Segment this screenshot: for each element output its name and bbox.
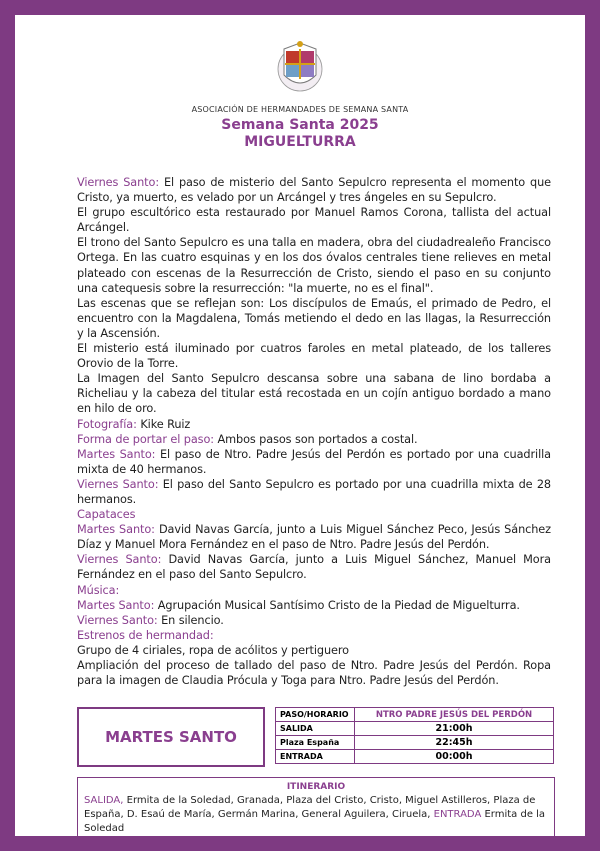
text-forma-martes: El paso de Ntro. Padre Jesús del Perdón es portado por una cuadrilla mixta de 40 hermanos. [77, 447, 551, 476]
paragraph-estreno-1: Grupo de 4 ciriales, ropa de acólitos y pertiguero [77, 643, 349, 657]
paragraph-forma-martes [77, 447, 551, 477]
itinerary-box [77, 777, 555, 841]
heading-musica [77, 583, 551, 598]
text-forma: Ambos pasos son portados a costal. [217, 432, 418, 446]
paragraph-trono: El trono del Santo Sepulcro es una talla en madera, obra del ciudadrealeño Francisco Ortega. En las cuatro esquinas y en los dos óvalos centrales tiene relieves en metal plateado con escenas de la Resurrección de Cristo, siendo el paso en su conjunto una catequesis sobre la resurrección: "la muerte, no es el final". [77, 236, 551, 295]
paragraph-misterio: El misterio está iluminado por cuatros faroles en metal plateado, de los talleres Orovio de la Torre. [77, 342, 551, 371]
main-text [77, 175, 551, 688]
itinerary-title: ITINERARIO [286, 782, 346, 792]
schedule-row-time: 00:00h [355, 750, 554, 764]
text-fotografia: Kike Ruiz [140, 417, 191, 431]
day-title: MARTES SANTO [105, 728, 237, 746]
label-viernes: Viernes Santo: [77, 176, 160, 189]
schedule-row [276, 750, 554, 764]
label-viernes: Viernes Santo: [77, 553, 162, 567]
label-martes: Martes Santo: [77, 598, 155, 612]
label-forma: Forma de portar el paso: [77, 432, 214, 446]
text-mus-viernes: En silencio. [161, 613, 224, 627]
itinerary-route [84, 794, 548, 836]
label-viernes: Viernes Santo: [77, 477, 159, 491]
schedule-row [276, 722, 554, 736]
label-salida: SALIDA, [84, 795, 124, 806]
label-capataces: Capataces [77, 508, 136, 522]
schedule-row-label: ENTRADA [276, 750, 355, 764]
label-viernes: Viernes Santo: [77, 613, 158, 627]
schedule-table [275, 707, 554, 764]
label-martes: Martes Santo: [77, 523, 155, 537]
label-entrada: ENTRADA [433, 809, 482, 820]
association-logo-icon [270, 35, 330, 95]
header [15, 35, 585, 150]
paragraph-estreno-2: Ampliación del proceso de tallado del paso de Ntro. Padre Jesús del Perdón. Ropa para la imagen de Claudia Prócula y Toga para Ntro. Padre Jesús del Perdón. [77, 659, 551, 688]
schedule-row-label: SALIDA [276, 722, 355, 736]
text-cap-martes: David Navas García, junto a Luis Miguel Sánchez Peco, Jesús Sánchez Díaz y Manuel Mora Fernández en el paso de Ntro. Padre Jesús del Perdón. [77, 523, 551, 552]
text-cap-viernes: David Navas García, junto a Luis Miguel Sánchez, Manuel Mora Fernández en el paso del Santo Sepulcro. [77, 553, 551, 582]
label-estrenos: Estrenos de hermandad: [77, 628, 214, 642]
paragraph-grupo: El grupo escultórico esta restaurado por Manuel Ramos Corona, tallista del actual Arcángel. [77, 206, 551, 235]
text-mus-martes: Agrupación Musical Santísimo Cristo de la Piedad de Miguelturra. [157, 598, 520, 612]
page-subtitle: MIGUELTURRA [244, 134, 356, 150]
paragraph-viernes [77, 175, 551, 205]
schedule-section [77, 705, 555, 769]
schedule-header-row [276, 708, 554, 722]
label-musica: Música: [77, 583, 120, 597]
heading-estrenos [77, 628, 551, 643]
label-martes: Martes Santo: [77, 447, 156, 461]
schedule-row-label: Plaza España [276, 736, 355, 750]
schedule-row-time: 21:00h [355, 722, 554, 736]
day-box [77, 707, 265, 767]
paragraph-imagen: La Imagen del Santo Sepulcro descansa sobre una sabana de lino bordaba a Richeliau y la cabeza del titular está recostada en un cojín antiguo bordado a mano en hilo de oro. [77, 372, 551, 416]
label-fotografia: Fotografía: [77, 417, 137, 431]
page-title: Semana Santa 2025 [221, 117, 379, 133]
paragraph-escenas: Las escenas que se reflejan son: Los discípulos de Emaús, el primado de Pedro, el encuentro con la Magdalena, Tomás metiendo el dedo en las llagas, la Resurrección y la Ascensión. [77, 296, 551, 340]
paragraph-forma-viernes [77, 477, 551, 507]
text-viernes: El paso de misterio del Santo Sepulcro representa el momento que Cristo, ya muerto, es velado por un Arcángel y tres ángeles en su Sepulcro. [77, 176, 551, 205]
paragraph-mus-martes [77, 598, 551, 613]
heading-capataces [77, 507, 551, 522]
route-text: Ermita de la Soledad, Granada, Plaza del Cristo, Cristo, Miguel Astilleros, Plaza de España, D. Esaú de María, Germán Marina, General Aguilera, Ciruela, [84, 795, 536, 820]
schedule-col-paso: NTRO PADRE JESÚS DEL PERDÓN [355, 708, 554, 722]
paragraph-cap-viernes [77, 552, 551, 582]
schedule-col-label: PASO/HORARIO [276, 708, 355, 722]
paragraph-forma [77, 432, 551, 447]
schedule-row [276, 736, 554, 750]
paragraph-fotografia [77, 417, 551, 432]
schedule-row-time: 22:45h [355, 736, 554, 750]
paragraph-mus-viernes [77, 613, 551, 628]
paragraph-cap-martes [77, 522, 551, 552]
entrada-text: Ermita de la Soledad [84, 809, 546, 834]
organization-name: ASOCIACIÓN DE HERMANDADES DE SEMANA SANTA [191, 105, 409, 114]
text-forma-viernes: El paso del Santo Sepulcro es portado por una cuadrilla mixta de 28 hermanos. [77, 477, 551, 506]
